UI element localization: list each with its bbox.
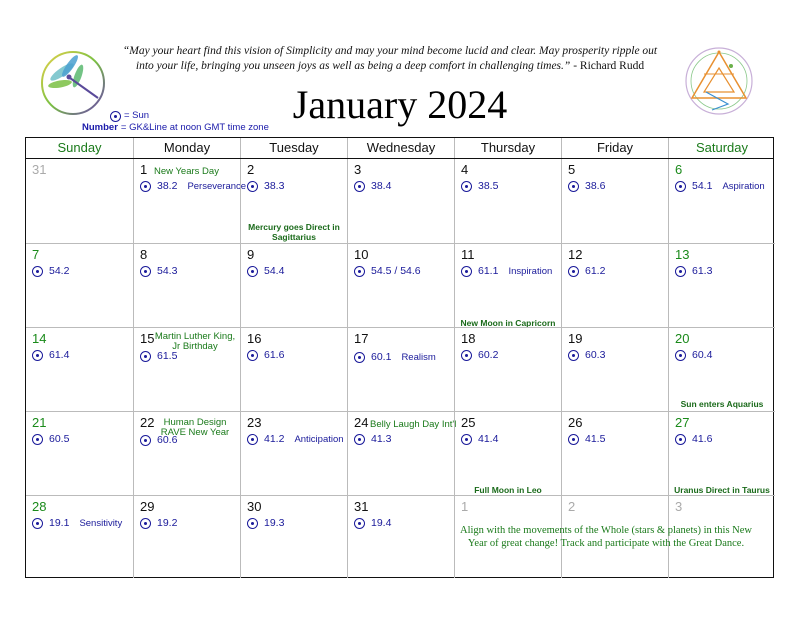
sun-icon <box>461 266 472 277</box>
sun-position <box>568 180 605 192</box>
calendar-day-cell[interactable] <box>240 159 347 243</box>
calendar-day-cell[interactable] <box>668 159 775 243</box>
day-number: 23 <box>247 415 262 430</box>
gene-key-line: 54.3 <box>157 265 178 277</box>
sun-icon <box>461 350 472 361</box>
sun-icon <box>247 266 258 277</box>
sun-icon <box>354 518 365 529</box>
calendar-grid <box>25 137 774 578</box>
day-header-tuesday: Tuesday <box>240 138 347 158</box>
day-number: 20 <box>675 331 690 346</box>
day-header-saturday: Saturday <box>668 138 775 158</box>
sun-icon <box>675 434 686 445</box>
sun-icon <box>675 350 686 361</box>
calendar-day-cell[interactable] <box>561 243 668 327</box>
sun-icon <box>140 435 151 446</box>
gene-key-line: 19.2 <box>157 517 178 529</box>
day-number: 8 <box>140 247 148 262</box>
legend-number-label: Number <box>82 122 118 133</box>
sun-position <box>247 265 284 277</box>
day-number: 28 <box>32 499 47 514</box>
calendar-day-cell[interactable] <box>668 243 775 327</box>
calendar-day-cell[interactable] <box>347 327 454 411</box>
sun-position <box>140 434 177 446</box>
gene-key-line: 41.2 <box>264 433 285 445</box>
gene-key-line: 61.1 <box>478 265 499 277</box>
day-number: 2 <box>568 499 576 514</box>
sun-position <box>461 433 498 445</box>
sun-position <box>675 433 712 445</box>
day-number: 7 <box>32 247 40 262</box>
calendar-day-cell[interactable] <box>561 159 668 243</box>
gene-key-line: 19.3 <box>264 517 285 529</box>
header-quote <box>120 44 660 74</box>
sun-icon <box>461 181 472 192</box>
day-number: 30 <box>247 499 262 514</box>
sun-position <box>354 517 391 529</box>
astro-event-label: Mercury goes Direct in Sagittarius <box>248 222 340 242</box>
day-header-monday: Monday <box>133 138 240 158</box>
gene-key-line: 61.4 <box>49 349 70 361</box>
sun-icon <box>140 266 151 277</box>
sun-icon <box>247 518 258 529</box>
sun-icon <box>675 266 686 277</box>
sun-icon <box>568 350 579 361</box>
astro-event-label: New Moon in Capricorn <box>460 318 556 328</box>
sun-position <box>675 349 712 361</box>
closing-message: Align with the movements of the Whole (stars & planets) in this New Year of great change! Track and participate with the Great Dance. <box>459 525 752 549</box>
sun-position <box>354 351 436 363</box>
day-number: 2 <box>247 162 255 177</box>
day-number: 16 <box>247 331 262 346</box>
day-number: 25 <box>461 415 476 430</box>
sun-position <box>354 265 421 277</box>
sun-icon <box>32 266 43 277</box>
gene-key-line: 54.1 <box>692 180 713 192</box>
astro-event-label: Full Moon in Leo <box>474 485 542 495</box>
astro-event-label: Sun enters Aquarius <box>680 399 764 409</box>
day-number: 29 <box>140 499 155 514</box>
sun-icon <box>247 434 258 445</box>
day-number: 14 <box>32 331 47 346</box>
sun-icon <box>32 350 43 361</box>
day-number: 18 <box>461 331 476 346</box>
gene-key-line: 60.2 <box>478 349 499 361</box>
sun-icon <box>675 181 686 192</box>
sun-icon <box>354 352 365 363</box>
gene-key-line: 60.1 <box>371 351 392 363</box>
calendar-day-cell[interactable] <box>240 411 347 495</box>
calendar-day-cell[interactable] <box>668 327 775 411</box>
astro-event-label: Uranus Direct in Taurus <box>674 485 770 495</box>
sun-icon <box>247 181 258 192</box>
sun-position <box>32 349 69 361</box>
day-number: 4 <box>461 162 469 177</box>
day-number: 10 <box>354 247 369 262</box>
sun-icon <box>140 518 151 529</box>
gene-key-name: Sensitivity <box>79 517 123 529</box>
calendar-days <box>26 159 773 578</box>
sun-icon <box>354 434 365 445</box>
calendar-day-cell[interactable] <box>561 411 668 495</box>
day-number: 3 <box>354 162 362 177</box>
quote-author: - Richard Rudd <box>573 60 645 72</box>
gene-key-name: Realism <box>401 351 436 363</box>
sun-position <box>568 433 605 445</box>
gene-key-line: 61.6 <box>264 349 285 361</box>
calendar-day-cell[interactable] <box>347 411 457 495</box>
day-number: 12 <box>568 247 583 262</box>
calendar-day-cell[interactable] <box>26 411 133 495</box>
sun-position <box>675 265 712 277</box>
day-number: 13 <box>675 247 690 262</box>
gene-key-line: 54.5 / 54.6 <box>371 265 421 277</box>
calendar-day-cell[interactable] <box>240 243 347 327</box>
gene-key-line: 19.4 <box>371 517 392 529</box>
calendar-day-cell[interactable] <box>561 327 668 411</box>
gene-key-line: 61.2 <box>585 265 606 277</box>
sun-icon <box>32 518 43 529</box>
calendar-day-cell[interactable] <box>347 495 454 578</box>
day-number: 31 <box>354 499 369 514</box>
sun-icon <box>354 266 365 277</box>
day-header-row <box>26 138 773 159</box>
sun-position <box>247 433 344 445</box>
holiday-label: Human Design RAVE New Year <box>160 417 230 438</box>
gene-key-line: 38.5 <box>478 180 499 192</box>
sun-position <box>354 433 391 445</box>
day-number: 6 <box>675 162 683 177</box>
day-number: 1 <box>140 162 148 177</box>
calendar-day-cell[interactable] <box>454 243 561 327</box>
sun-position <box>140 180 246 192</box>
sun-position <box>675 180 765 192</box>
calendar-day-cell[interactable] <box>454 411 561 495</box>
calendar-day-cell[interactable] <box>26 495 133 578</box>
day-number: 31 <box>32 162 47 177</box>
sun-position <box>247 180 284 192</box>
gene-key-line: 41.6 <box>692 433 713 445</box>
day-header-sunday: Sunday <box>57 140 102 155</box>
gene-key-line: 54.4 <box>264 265 285 277</box>
sun-position <box>568 349 605 361</box>
legend <box>82 110 269 134</box>
day-number: 27 <box>675 415 690 430</box>
sun-position <box>568 265 605 277</box>
calendar-day-cell[interactable] <box>454 327 561 411</box>
sun-icon <box>140 351 151 362</box>
holiday-label: Martin Luther King, Jr Birthday <box>154 331 236 352</box>
sun-icon <box>354 181 365 192</box>
sun-position <box>247 517 284 529</box>
day-header-wednesday: Wednesday <box>347 138 454 158</box>
day-number: 3 <box>675 499 683 514</box>
calendar-day-cell[interactable] <box>133 495 240 578</box>
calendar-day-cell[interactable] <box>133 327 240 411</box>
gene-key-line: 38.3 <box>264 180 285 192</box>
sun-position <box>354 180 391 192</box>
sun-position <box>461 180 498 192</box>
calendar-day-cell[interactable] <box>240 327 347 411</box>
day-number: 24 <box>354 415 369 430</box>
sun-icon <box>568 181 579 192</box>
sun-position <box>32 517 122 529</box>
sun-position <box>140 265 177 277</box>
calendar-day-cell[interactable] <box>668 411 775 495</box>
calendar-day-cell[interactable] <box>133 411 240 495</box>
day-number: 21 <box>32 415 47 430</box>
gene-key-line: 41.3 <box>371 433 392 445</box>
gene-key-name: Inspiration <box>508 265 553 277</box>
sun-position <box>32 433 69 445</box>
gene-key-line: 60.4 <box>692 349 713 361</box>
gene-key-line: 61.5 <box>157 350 178 362</box>
calendar-day-cell[interactable] <box>133 159 247 243</box>
calendar-day-cell[interactable] <box>454 159 561 243</box>
calendar-day-cell[interactable] <box>26 327 133 411</box>
gene-key-line: 60.6 <box>157 434 178 446</box>
day-number: 1 <box>461 499 469 514</box>
holiday-label: Belly Laugh Day Int'l <box>370 419 457 430</box>
gene-key-line: 60.5 <box>49 433 70 445</box>
gene-key-line: 38.4 <box>371 180 392 192</box>
sun-icon <box>32 434 43 445</box>
legend-sun-label: = Sun <box>124 110 150 121</box>
gene-key-name: Aspiration <box>722 180 765 192</box>
gene-key-name: Perseverance <box>187 180 247 192</box>
sun-icon <box>568 266 579 277</box>
calendar-day-cell[interactable] <box>347 243 454 327</box>
sun-position <box>461 349 498 361</box>
calendar-day-cell[interactable] <box>26 243 133 327</box>
legend-number-desc: = GK&Line at noon GMT time zone <box>120 122 269 133</box>
day-number: 11 <box>461 247 475 262</box>
gene-key-line: 38.2 <box>157 180 178 192</box>
page-title: January 2024 <box>292 82 508 127</box>
calendar-day-cell[interactable] <box>26 159 133 243</box>
sun-position <box>140 350 177 362</box>
day-number: 9 <box>247 247 255 262</box>
sun-icon <box>110 111 121 122</box>
gene-key-line: 54.2 <box>49 265 70 277</box>
gene-key-line: 41.4 <box>478 433 499 445</box>
gene-key-name: Anticipation <box>294 433 344 445</box>
sun-icon <box>461 434 472 445</box>
sun-icon <box>247 350 258 361</box>
calendar-day-cell[interactable] <box>133 243 240 327</box>
sun-position <box>461 265 552 277</box>
gene-key-line: 41.5 <box>585 433 606 445</box>
quote-text: “May your heart find this vision of Simplicity and may your mind become lucid and clear. May prosperity ripple out into your life, bringing you unseen joys as well as being a deep comfort in challenging times.” <box>122 45 658 72</box>
gene-key-line: 19.1 <box>49 517 70 529</box>
sun-position <box>247 349 284 361</box>
holiday-label: New Years Day <box>154 166 219 177</box>
sun-position <box>140 517 177 529</box>
day-number: 15 <box>140 331 155 346</box>
gene-key-line: 38.6 <box>585 180 606 192</box>
day-header-friday: Friday <box>561 138 668 158</box>
day-number: 5 <box>568 162 576 177</box>
day-number: 17 <box>354 331 369 346</box>
gene-key-line: 60.3 <box>585 349 606 361</box>
day-number: 22 <box>140 415 155 430</box>
sun-position <box>32 265 69 277</box>
calendar-day-cell[interactable] <box>347 159 454 243</box>
gene-key-line: 61.3 <box>692 265 713 277</box>
calendar-day-cell[interactable] <box>240 495 347 578</box>
sun-icon <box>568 434 579 445</box>
day-header-thursday: Thursday <box>454 138 561 158</box>
day-number: 26 <box>568 415 583 430</box>
sun-icon <box>140 181 151 192</box>
day-number: 19 <box>568 331 583 346</box>
